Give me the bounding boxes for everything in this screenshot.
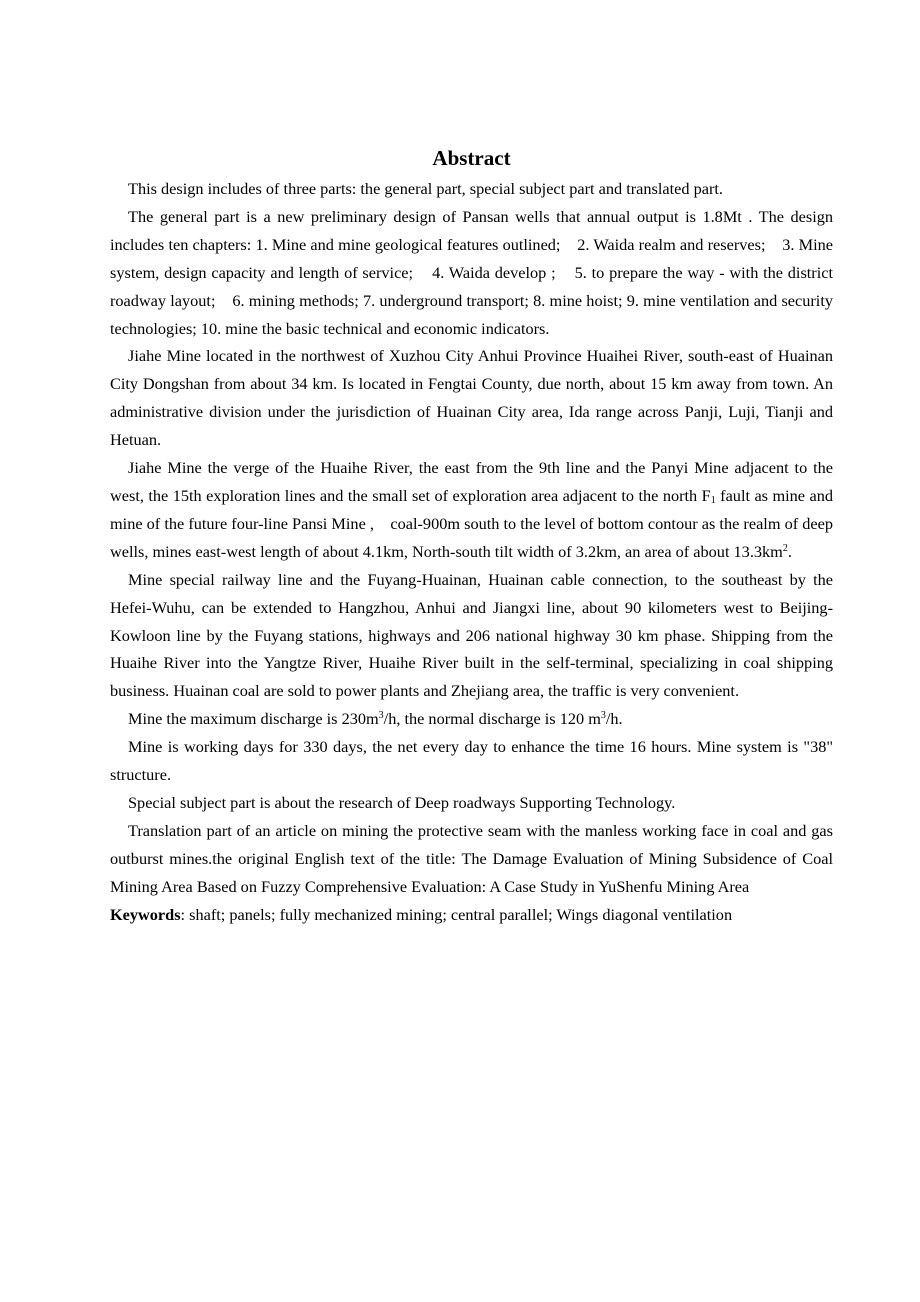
abstract-title: Abstract [432, 146, 511, 170]
boundary-superscript: 2 [782, 542, 788, 554]
abstract-page [110, 142, 833, 928]
paragraph-mine-boundary [110, 454, 833, 566]
boundary-text-c: . [787, 541, 792, 561]
paragraph-overview: This design includes of three parts: the general part, special subject part and translated part. [128, 179, 723, 198]
boundary-text-a: Jiahe Mine the verge of the Huaihe River, the east from the 9th line and the Panyi Mine adjacent to the west, the 15th exploration lines and the small set of exploration area adjacent to the north F [110, 458, 833, 505]
paragraph-general-part: The general part is a new preliminary design of Pansan wells that annual output is 1.8Mt . The design includes ten chapters: 1. Mine and mine geological features outlined; 2. Waida realm and reserves; 3. Mine system, design capacity and length of service; 4. Waida develop ; 5. to prepare the way - with the district roadway layout; 6. mining methods; 7. underground transport; 8. mine hoist; 9. mine ventilation and security technologies; 10. mine the basic technical and economic indicators. [110, 206, 833, 338]
paragraph-mine-location: Jiahe Mine located in the northwest of Xuzhou City Anhui Province Huaihei River, south-east of Huainan City Dongshan from about 34 km. Is located in Fengtai County, due north, about 15 km away from town. An administrative division under the jurisdiction of Huainan City area, Ida range across Panji, Luji, Tianji and Hetuan. [110, 346, 833, 450]
discharge-text-b: /h, the normal discharge is 120 m [383, 709, 601, 729]
boundary-subscript: 1 [710, 494, 716, 506]
discharge-superscript-2: 3 [600, 710, 606, 722]
paragraph-discharge [110, 705, 833, 733]
discharge-text-a: Mine the maximum discharge is 230m [128, 709, 379, 729]
keywords-text: : shaft; panels; fully mechanized mining; central parallel; Wings diagonal ventilation [180, 904, 733, 924]
keywords-line [110, 901, 833, 929]
keywords-label: Keywords [110, 904, 181, 924]
paragraph-transport: Mine special railway line and the Fuyang-Huainan, Huainan cable connection, to the southeast by the Hefei-Wuhu, can be extended to Hangzhou, Anhui and Jiangxi line, about 90 kilometers west to Beijing-Kowloon line by the Fuyang stations, highways and 206 national highway 30 km phase. Shipping from the Huaihe River into the Yangtze River, Huaihe River built in the self-terminal, specializing in coal shipping business. Huainan coal are sold to power plants and Zhejiang area, the traffic is very convenient. [110, 569, 833, 701]
paragraph-special-subject: Special subject part is about the research of Deep roadways Supporting Technology. [128, 792, 676, 812]
paragraph-working-days: Mine is working days for 330 days, the net every day to enhance the time 16 hours. Mine system is "38" structure. [110, 737, 833, 785]
paragraph-translation: Translation part of an article on mining the protective seam with the manless working face in coal and gas outburst mines.the original English text of the title: The Damage Evaluation of Mining Subsidence of Coal Mining Area Based on Fuzzy Comprehensive Evaluation: A Case Study in YuShenfu Mining Area [110, 820, 833, 896]
boundary-text-b: fault as mine and mine of the future four-line Pansi Mine , coal-900m south to the level of bottom contour as the realm of deep wells, mines east-west length of about 4.1km, North-south tilt width of 3.2km, an area of about 13.3km [110, 485, 833, 561]
discharge-text-c: /h. [605, 709, 623, 729]
discharge-superscript-1: 3 [378, 710, 384, 722]
